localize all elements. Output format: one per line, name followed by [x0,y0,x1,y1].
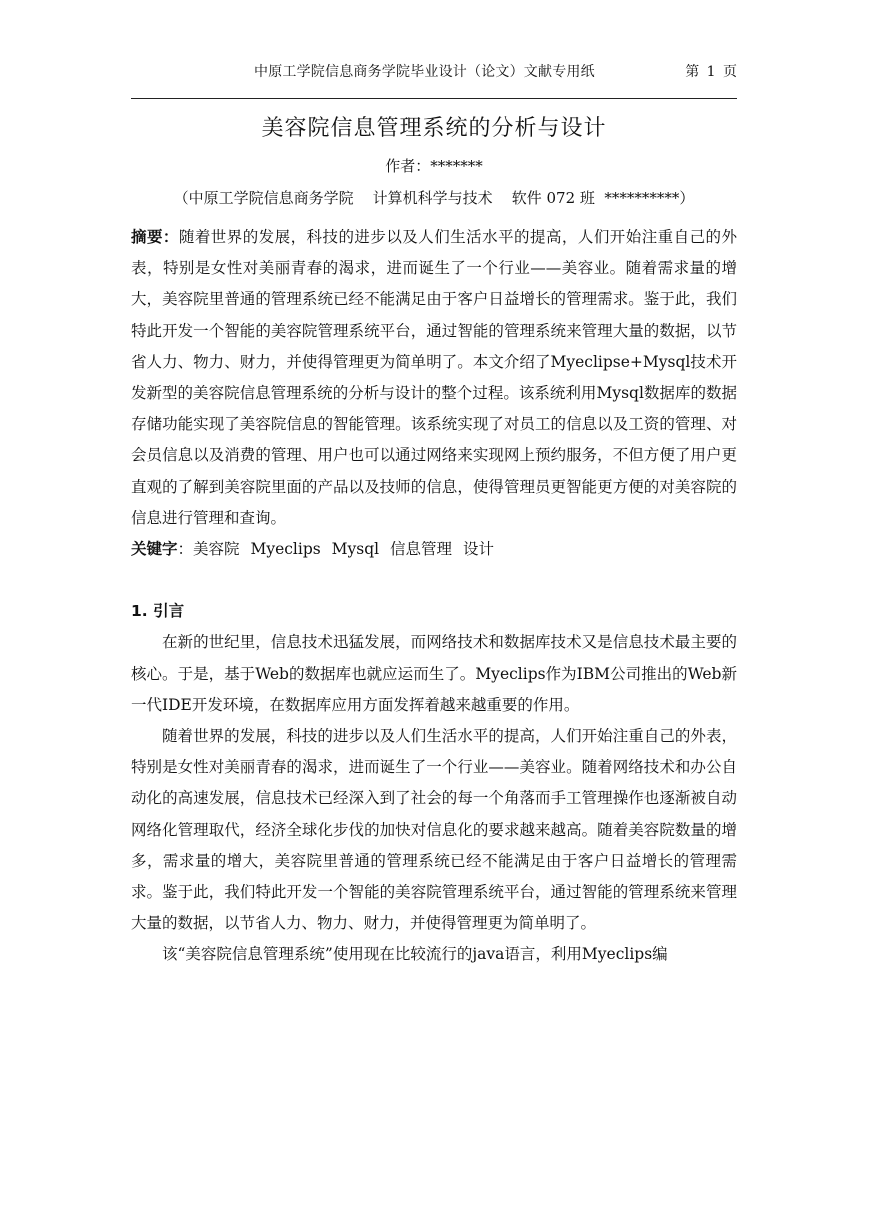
page-header [131,62,737,82]
page-number: 第 1 页 [685,64,737,80]
keywords-label: 关键字 [131,540,178,559]
abstract-paragraph [131,222,737,534]
paper-body [131,222,737,971]
paper-title: 美容院信息管理系统的分析与设计 [261,116,607,141]
author-line: 作者：******* [385,157,483,175]
keywords-paragraph [131,534,737,565]
intro-paragraph-1: 在新的世纪里，信息技术迅猛发展，而网络技术和数据库技术又是信息技术最主要的核心。于是，基于Web的数据库也就应运而生了。Myeclips作为IBM公司推出的Web新一代IDE开发环境，在数据库应用方面发挥着越来越重要的作用。 [131,633,737,714]
abstract-label: 摘要： [131,228,179,246]
affiliation-line: （中原工学院信息商务学院 计算机科学与技术 软件 072 班 **********） [173,189,695,207]
header-divider [131,98,737,99]
intro-paragraph-2: 随着世界的发展，科技的进步以及人们生活水平的提高，人们开始注重自己的外表，特别是女性对美丽青春的渴求，进而诞生了一个行业——美容业。随着网络技术和办公自动化的高速发展，信息技术已经深入到了社会的每一个角落而手工管理操作也逐渐被自动网络化管理取代，经济全球化步伐的加快对信息化的要求越来越高。随着美容院数量的增多，需求量的增大，美容院里普通的管理系统已经不能满足由于客户日益增长的管理需求。鉴于此，我们特此开发一个智能的美容院管理系统平台，通过智能的管理系统来管理大量的数据，以节省人力、物力、财力，并使得管理更为简单明了。 [131,727,737,933]
intro-paragraph-3: 该“美容院信息管理系统”使用现在比较流行的java语言，利用Myeclips编 [162,945,668,964]
abstract-text: 随着世界的发展，科技的进步以及人们生活水平的提高，人们开始注重自己的外表，特别是女性对美丽青春的渴求，进而诞生了一个行业——美容业。随着需求量的增大，美容院里普通的管理系统已经不能满足由于客户日益增长的管理需求。鉴于此，我们特此开发一个智能的美容院管理系统平台，通过智能的管理系统来管理大量的数据，以节省人力、物力、财力，并使得管理更为简单明了。本文介绍了Myeclipse+Mysql技术开发新型的美容院信息管理系统的分析与设计的整个过程。该系统利用Mysql数据库的数据存储功能实现了美容院信息的智能管理。该系统实现了对员工的信息以及工资的管理、对会员信息以及消费的管理、用户也可以通过网络来实现网上预约服务，不但方便了用户更直观的了解到美容院里面的产品以及技师的信息，使得管理员更智能更方便的对美容院的信息进行管理和查询。 [131,228,737,527]
header-title: 中原工学院信息商务学院毕业设计（论文）文献专用纸 [254,64,595,80]
keywords-text: ：美容院 Myeclips Mysql 信息管理 设计 [177,540,494,559]
section-heading-intro: 1. 引言 [131,602,185,621]
